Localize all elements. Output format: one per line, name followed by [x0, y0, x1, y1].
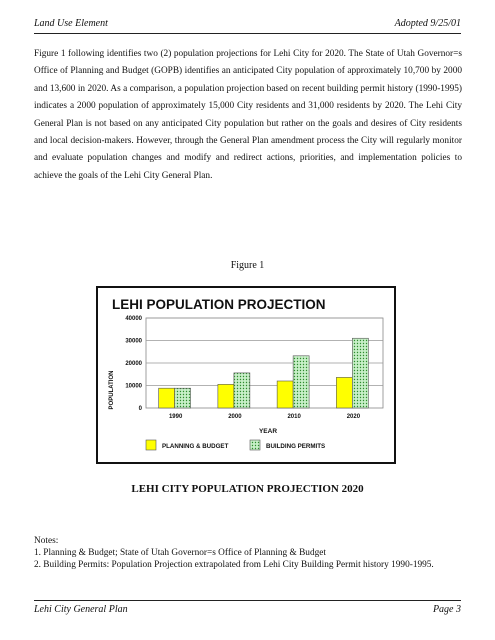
y-tick-label: 30000	[125, 338, 142, 345]
bar-planning-budget	[218, 384, 234, 408]
x-tick-label: 1990	[168, 414, 183, 420]
y-tick-label: 40000	[125, 316, 142, 323]
population-chart	[96, 286, 396, 464]
notes-section	[34, 535, 474, 571]
chart-title: LEHI POPULATION PROJECTION	[112, 297, 326, 312]
y-tick-label: 0	[138, 406, 142, 413]
chart-caption: LEHI CITY POPULATION PROJECTION 2020	[131, 483, 364, 495]
bar-building-permits	[293, 356, 309, 408]
bar-building-permits	[352, 338, 368, 408]
y-tick-label: 20000	[125, 361, 142, 368]
chart-canvas	[98, 288, 394, 462]
footer-title: Lehi City General Plan	[34, 604, 128, 615]
note-item: 1. Planning & Budget; State of Utah Governor=s Office of Planning & Budget	[34, 548, 326, 558]
legend-label: BUILDING PERMITS	[266, 443, 326, 450]
legend-swatch	[250, 440, 260, 450]
page-number: Page 3	[432, 604, 461, 615]
y-axis-label: POPULATION	[109, 370, 115, 410]
legend-swatch	[146, 440, 156, 450]
header-title: Land Use Element	[34, 18, 108, 29]
figure-label: Figure 1	[230, 260, 265, 271]
x-tick-label: 2020	[346, 414, 361, 420]
footer-rule	[34, 600, 461, 601]
x-tick-label: 2000	[228, 414, 242, 420]
bar-building-permits	[234, 373, 250, 408]
header-date: Adopted 9/25/01	[394, 18, 461, 29]
legend-label: PLANNING & BUDGET	[162, 443, 229, 450]
bar-planning-budget	[277, 381, 293, 408]
bar-building-permits	[175, 388, 191, 408]
x-tick-label: 2010	[287, 414, 301, 420]
notes-heading: Notes:	[34, 536, 59, 546]
note-item: 2. Building Permits: Population Projection extrapolated from Lehi City Building Permit history 1990-1995.	[34, 560, 434, 570]
header-rule	[34, 33, 461, 34]
body-paragraph: Figure 1 following identifies two (2) population projections for Lehi City for 2020. The State of Utah Governor=s Office of Planning and Budget (GOPB) identifies an anticipated City population of approximately 10,700 by 2000 and 13,600 in 2020. As a comparison, a population projection based on recent building permit history (1990-1995) indicates a 2000 population of approximately 15,000 City residents and 31,000 residents by 2020. The Lehi City General Plan is not based on any anticipated City population but rather on the goals and desires of City residents and local decision-makers. However, through the General Plan amendment process the City will regularly monitor and evaluate population changes and modify and redirect actions, priorities, and implementation policies to achieve the goals of the Lehi City General Plan.	[34, 49, 462, 181]
x-axis-label: YEAR	[258, 428, 278, 435]
y-tick-label: 10000	[125, 383, 142, 390]
bar-planning-budget	[159, 388, 175, 408]
bar-planning-budget	[336, 377, 352, 408]
